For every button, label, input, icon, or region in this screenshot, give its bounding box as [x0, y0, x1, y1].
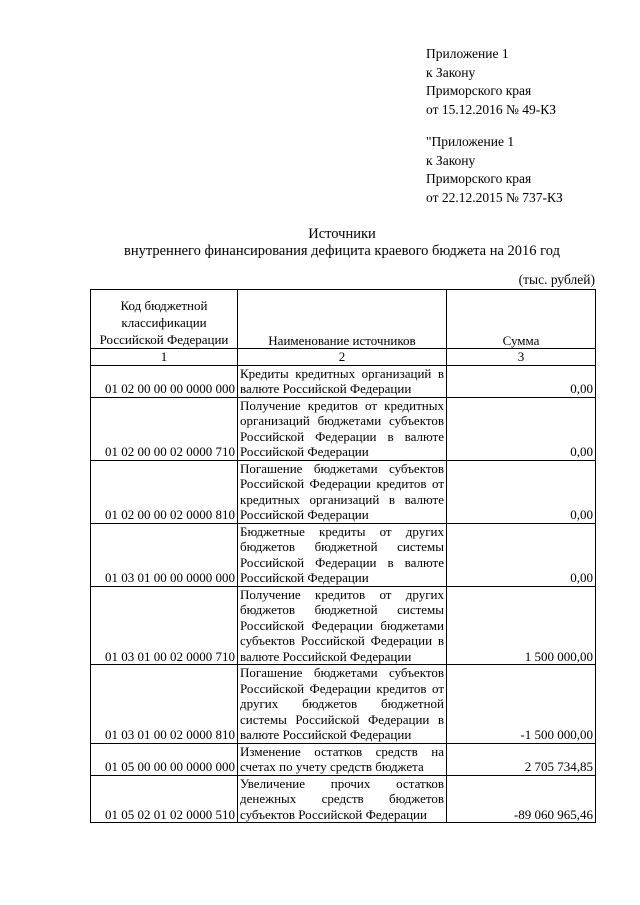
- document-subtitle: внутреннего финансирования дефицита краевого бюджета на 2016 год: [124, 243, 560, 259]
- appendix-current-line-3: Приморского края: [426, 83, 532, 98]
- row-code: 01 03 01 00 02 0000 810: [91, 665, 238, 744]
- row-code: 01 03 01 00 02 0000 710: [91, 586, 238, 665]
- row-sum: 2 705 734,85: [447, 743, 596, 775]
- row-code: 01 05 02 01 02 0000 510: [91, 775, 238, 823]
- appendix-current-line-4: от 15.12.2016 № 49-КЗ: [426, 101, 556, 117]
- row-code: 01 03 01 00 00 0000 000: [91, 523, 238, 586]
- row-name: Получение кредитов от других бюджетов бюджетной системы Российской Федерации бюджетами субъектов Российской Федерации в валюте Российской Федерации: [238, 586, 447, 665]
- column-number: 1: [91, 349, 238, 366]
- row-sum: 1 500 000,00: [447, 586, 596, 665]
- column-number: 2: [238, 349, 447, 366]
- appendix-amended-reference: [426, 133, 563, 207]
- table-row: [91, 460, 596, 523]
- financing-sources-table: [90, 289, 596, 823]
- table-row: [91, 665, 596, 744]
- row-code: 01 02 00 00 02 0000 810: [91, 460, 238, 523]
- row-name: Погашение бюджетами субъектов Российской Федерации кредитов от других бюджетов бюджетной системы Российской Федерации в валюте Российской Федерации: [238, 665, 447, 744]
- table-row: [91, 743, 596, 775]
- table-row: [91, 775, 596, 823]
- document-title: Источники: [308, 226, 376, 242]
- table-row: [91, 586, 596, 665]
- row-code: 01 02 00 00 02 0000 710: [91, 397, 238, 460]
- row-name: Бюджетные кредиты от других бюджетов бюджетной системы Российской Федерации в валюте Российской Федерации: [238, 523, 447, 586]
- row-code: 01 02 00 00 00 0000 000: [91, 365, 238, 397]
- row-sum: -1 500 000,00: [447, 665, 596, 744]
- row-sum: -89 060 965,46: [447, 775, 596, 823]
- row-code: 01 05 00 00 00 0000 000: [91, 743, 238, 775]
- column-number-row: [91, 349, 596, 366]
- appendix-current-reference: [426, 45, 556, 119]
- units-note: (тыс. рублей): [518, 272, 595, 287]
- table-row: [91, 365, 596, 397]
- appendix-current-line-1: Приложение 1: [426, 46, 509, 61]
- table-row: [91, 523, 596, 586]
- header-name: Наименование источников: [238, 290, 447, 349]
- appendix-amended-line-1: "Приложение 1: [426, 134, 515, 149]
- row-name: Увеличение прочих остатков денежных средств бюджетов субъектов Российской Федерации: [238, 775, 447, 823]
- appendix-amended-line-3: Приморского края: [426, 171, 532, 186]
- row-name: Кредиты кредитных организаций в валюте Российской Федерации: [238, 365, 447, 397]
- row-sum: 0,00: [447, 365, 596, 397]
- header-code: Код бюджетной классификации Российской Федерации: [91, 290, 238, 349]
- table-row: [91, 397, 596, 460]
- table-header-row: [91, 290, 596, 349]
- appendix-amended-line-2: к Закону: [426, 152, 476, 168]
- appendix-amended-line-4: от 22.12.2015 № 737-КЗ: [426, 189, 563, 205]
- column-number: 3: [447, 349, 596, 366]
- row-sum: 0,00: [447, 460, 596, 523]
- header-sum: Сумма: [447, 290, 596, 349]
- row-sum: 0,00: [447, 523, 596, 586]
- row-name: Изменение остатков средств на счетах по учету средств бюджета: [238, 743, 447, 775]
- row-name: Получение кредитов от кредитных организаций бюджетами субъектов Российской Федерации в валюте Российской Федерации: [238, 397, 447, 460]
- row-name: Погашение бюджетами субъектов Российской Федерации кредитов от кредитных организаций в валюте Российской Федерации: [238, 460, 447, 523]
- row-sum: 0,00: [447, 397, 596, 460]
- appendix-current-line-2: к Закону: [426, 64, 476, 80]
